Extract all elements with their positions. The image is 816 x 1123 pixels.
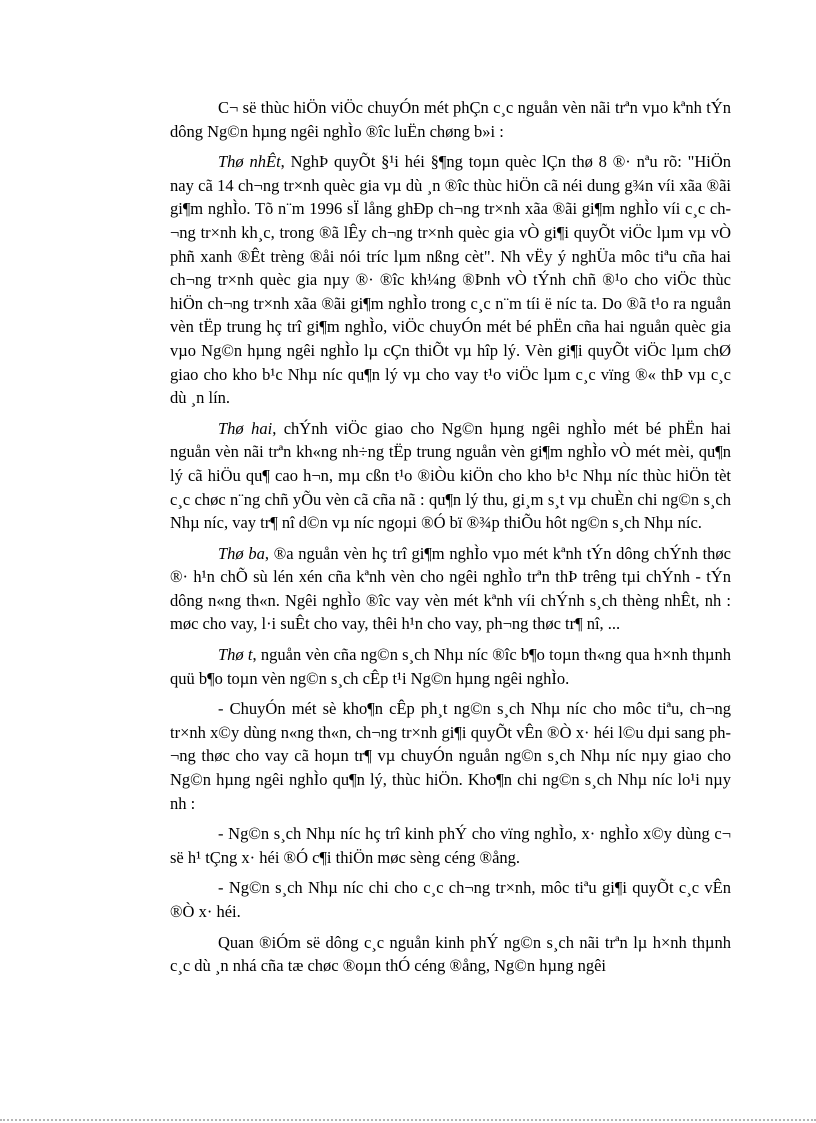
paragraph-7 bbox=[170, 822, 731, 869]
paragraph-5 bbox=[170, 643, 731, 690]
paragraph-lead: Thø hai bbox=[218, 418, 273, 438]
document-body bbox=[170, 96, 731, 985]
paragraph-text: , NghÞ quyÕt §¹i héi §¶ng toµn quèc lÇn thø 8 ®· nªu rõ: "HiÖn nay cã 14 ch¬ng tr×nh quèc gia vµ dù ¸n ®îc thùc hiÖn cã néi dung g¾n víi xãa ®ãi gi¶m nghÌo. Tõ n¨m 1996 sÏ lång ghÐp ch¬ng tr×nh xãa ®ãi gi¶m nghÌo víi c¸c ch¬ng tr×nh kh¸c, trong ®ã lÊy ch¬ng tr×nh quèc gia vÒ gi¶i quyÕt viÖc lµm vµ vÒ phñ xanh ®Êt trèng ®åi nói tríc lµm nßng cèt". Nh vËy ý nghÜa môc tiªu cña hai ch¬ng tr×nh quèc gia nµy ®· ®îc kh¼ng ®Þnh vÒ tÝnh chñ ®¹o cho viÖc thùc hiÖn ch¬ng tr×nh xãa ®ãi gi¶m nghÌo trong c¸c n¨m tíi ë níc ta. Do ®ã t¹o ra nguån vèn tËp trung hç trî gi¶m nghÌo, viÖc chuyÓn mét bé phËn cña hai nguån quèc gia vµo Ng©n hµng ngêi nghÌo lµ cÇn thiÕt vµ hîp lý. Vèn gi¶i quyÕt viÖc lµm chØ giao cho kho b¹c Nhµ níc qu¶n lý vµ cho vay t¹o viÖc lµm c¸c vïng ®« thÞ vµ c¸c dù ¸n lín. bbox=[170, 152, 732, 408]
paragraph-text: , ®a nguån vèn hç trî gi¶m nghÌo vµo mét kªnh tÝn dông chÝnh thøc ®· h¹n chÕ sù lén xén cña kªnh vèn cho ngêi nghÌo trªn thÞ trêng tµi chÝnh - tÝn dông n«ng th«n. Ngêi nghÌo ®îc vay vèn mét kªnh víi chÝnh s¸ch thèng nhÊt, nh : møc cho vay, l·i suÊt cho vay, thêi h¹n cho vay, ph¬ng thøc tr¶ nî, ... bbox=[170, 543, 731, 634]
paragraph-lead: Thø ba bbox=[218, 543, 265, 563]
paragraph-1 bbox=[170, 96, 731, 143]
paragraph-text: Quan ®iÓm së dông c¸c nguån kinh phÝ ng©n s¸ch nãi trªn lµ h×nh thµnh c¸c dù ¸n nhá cña tæ chøc ®oµn thÓ céng ®ång, Ng©n hµng ngêi bbox=[170, 932, 731, 976]
paragraph-9 bbox=[170, 931, 731, 978]
paragraph-text: - Ng©n s¸ch Nhµ níc hç trî kinh phÝ cho vïng nghÌo, x· nghÌo x©y dùng c¬ së h¹ tÇng x· héi ®Ó c¶i thiÖn møc sèng céng ®ång. bbox=[170, 824, 731, 867]
paragraph-3 bbox=[170, 417, 731, 535]
paragraph-text: , nguån vèn cña ng©n s¸ch Nhµ níc ®îc b¶o toµn th«ng qua h×nh thµnh quü b¶o toµn vèn ng©n s¸ch cÊp t¹i Ng©n hµng ngêi nghÌo. bbox=[170, 645, 732, 688]
paragraph-2 bbox=[170, 150, 731, 410]
paragraph-8 bbox=[170, 876, 731, 923]
paragraph-text: C¬ së thùc hiÖn viÖc chuyÓn mét phÇn c¸c nguån vèn nãi trªn vµo kªnh tÝn dông Ng©n hµng ngêi nghÌo ®îc luËn chøng b»i : bbox=[170, 98, 731, 141]
paragraph-text: - ChuyÓn mét sè kho¶n cÊp ph¸t ng©n s¸ch Nhµ níc cho môc tiªu, ch¬ng tr×nh x©y dùng n«ng th«n, ch¬ng tr×nh gi¶i quyÕt vÊn ®Ò x· héi l©u dµi sang ph¬ng thøc cho vay cã hoµn tr¶ vµ chuyÓn nguån ng©n s¸ch Nhµ níc nµy giao cho Ng©n hµng ngêi nghÌo qu¶n lý, thùc hiÖn. Kho¶n chi ng©n s¸ch Nhµ níc lo¹i nµy nh : bbox=[170, 699, 731, 813]
paragraph-4 bbox=[170, 542, 731, 636]
paragraph-text: , chÝnh viÖc giao cho Ng©n hµng ngêi nghÌo mét bé phËn hai nguån vèn nãi trªn kh«ng nh÷ng tËp trung nguån vèn gi¶m nghÌo vÒ mét mèi, qu¶n lý cã hiÖu qu¶ cao h¬n, mµ cßn t¹o ®iÒu kiÖn cho kho b¹c Nhµ níc thùc hiÖn tèt c¸c chøc n¨ng chñ yÕu vèn cã cña nã : qu¶n lý thu, gi¸m s¸t vµ chuÈn chi ng©n s¸ch Nhµ níc, vay tr¶ nî d©n vµ níc ngoµi ®Ó bï ®¾p thiÕu hôt ng©n s¸ch Nhµ níc. bbox=[170, 418, 731, 533]
paragraph-lead: Thø t bbox=[218, 645, 253, 665]
paragraph-6 bbox=[170, 697, 731, 815]
page-bottom-dotted-border bbox=[0, 1119, 816, 1121]
paragraph-text: - Ng©n s¸ch Nhµ níc chi cho c¸c ch¬ng tr×nh, môc tiªu gi¶i quyÕt c¸c vÊn ®Ò x· héi. bbox=[170, 878, 731, 921]
paragraph-lead: Thø nhÊt bbox=[218, 152, 281, 172]
